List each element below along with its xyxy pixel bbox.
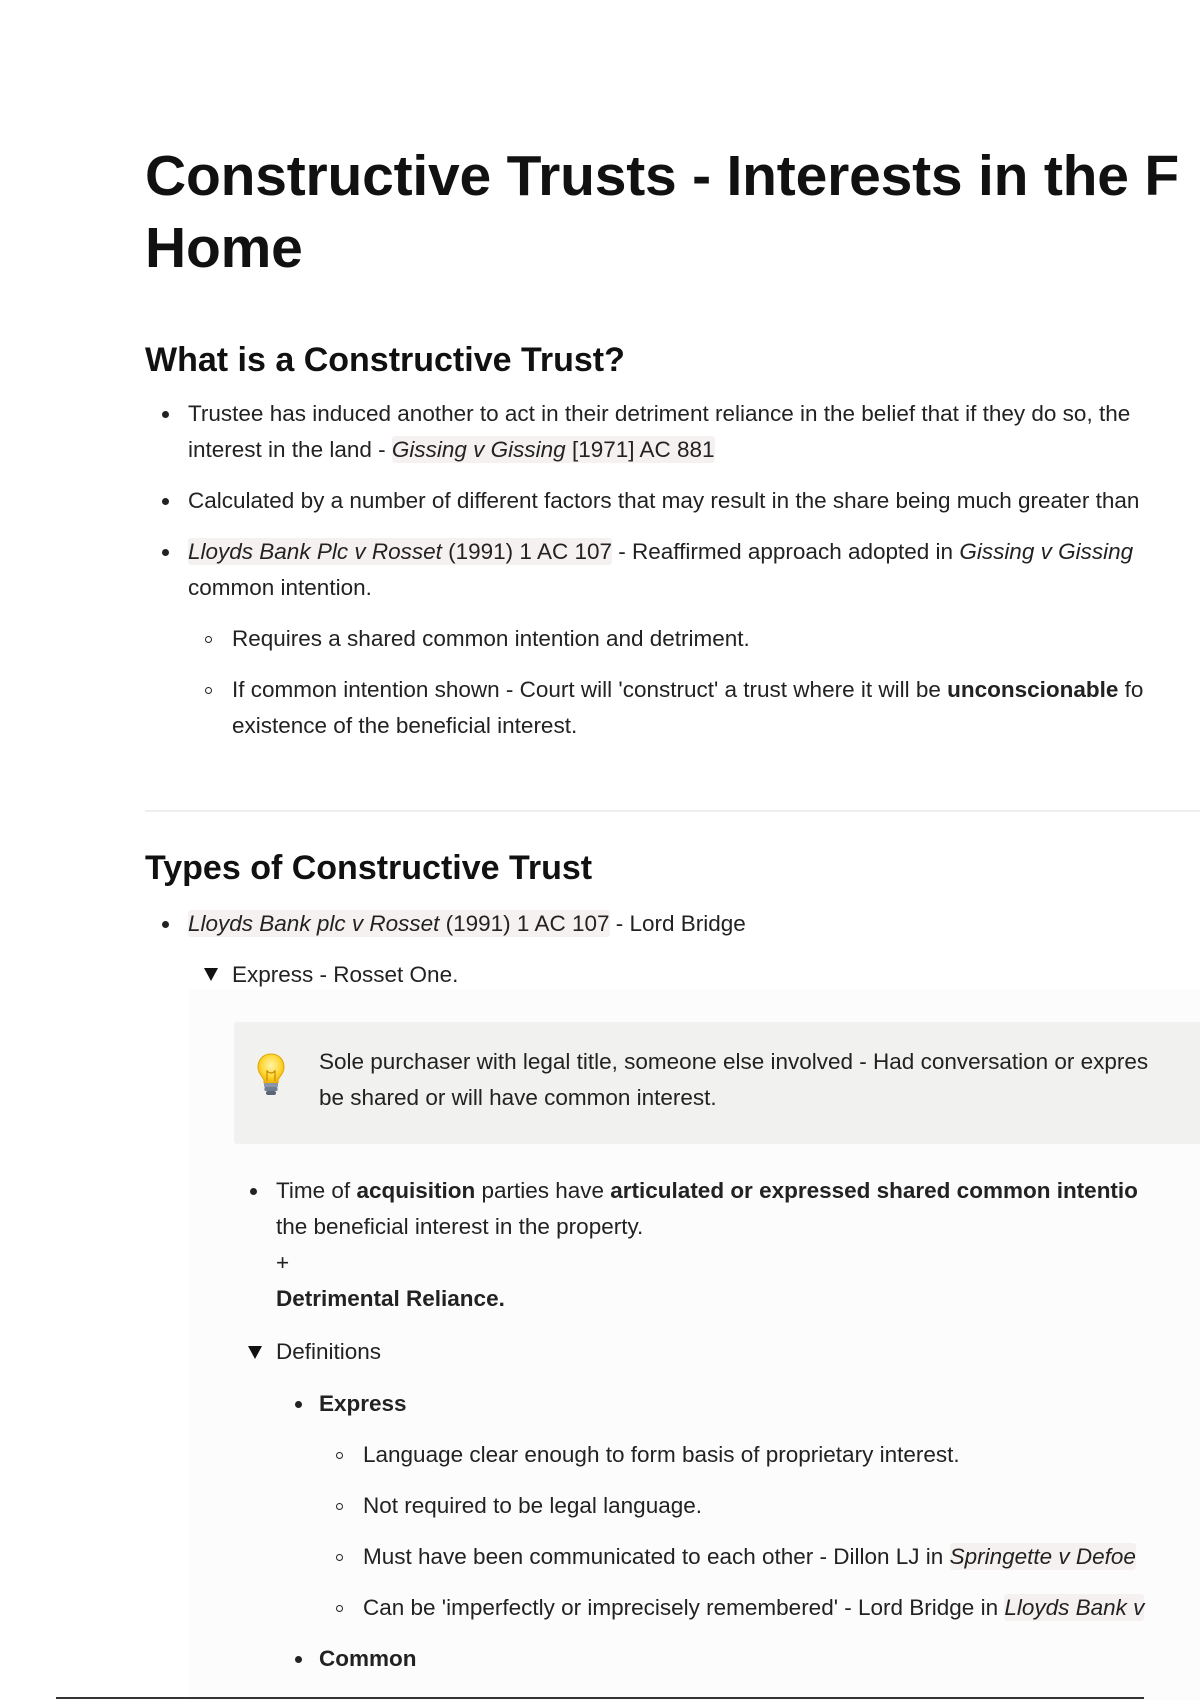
bullet-circle xyxy=(336,1605,343,1612)
case-name-2: Gissing v Gissing xyxy=(959,539,1134,564)
s2-item1-pre: Time of xyxy=(276,1178,357,1203)
toggle-definitions[interactable]: Definitions xyxy=(276,1339,382,1364)
page-title-line1: Constructive Trusts - Interests in the F xyxy=(145,144,1180,208)
s1-sub1: Requires a shared common intention and detriment. xyxy=(232,626,750,651)
express-item4-pre: Can be 'imperfectly or imprecisely remembered' - Lord Bridge in xyxy=(363,1595,1005,1620)
express-item: Language clear enough to form basis of proprietary interest. xyxy=(363,1442,960,1467)
express-item xyxy=(363,1590,1144,1626)
citation-ref: [1971] AC 881 xyxy=(565,437,715,462)
s2-bullet1 xyxy=(188,906,746,942)
s2-item1-line2: the beneficial interest in the property. xyxy=(276,1214,644,1239)
s1-sub2-pre: If common intention shown - Court will 'construct' a trust where it will be xyxy=(232,677,948,702)
s1-sub2-bold: unconscionable xyxy=(947,677,1119,702)
page-bottom-rule xyxy=(56,1697,1144,1699)
s1-bullet1-line1: Trustee has induced another to act in their detriment reliance in the belief that if they do so, the xyxy=(188,401,1131,426)
s1-sub2-line2: existence of the beneficial interest. xyxy=(232,713,578,738)
s2-item1-bold1: acquisition xyxy=(356,1178,476,1203)
s2-item1-bold2: articulated or expressed shared common intentio xyxy=(610,1178,1138,1203)
bullet-dot xyxy=(250,1188,257,1195)
bullet-dot xyxy=(295,1656,302,1663)
callout-line1: Sole purchaser with legal title, someone else involved - Had conversation or expres xyxy=(319,1049,1149,1074)
s1-sub2-post: fo xyxy=(1118,677,1144,702)
s2-item1-mid: parties have xyxy=(475,1178,611,1203)
citation-ref: (1991) 1 AC 107 xyxy=(439,911,610,936)
citation-ref: (1991) 1 AC 107 xyxy=(441,539,612,564)
bullet-dot xyxy=(162,549,169,556)
case-name: Gissing v Gissing xyxy=(391,437,566,462)
bullet-dot xyxy=(295,1401,302,1408)
case-name: Springette v Defoe xyxy=(949,1544,1136,1569)
bullet-dot xyxy=(162,921,169,928)
express-item3-pre: Must have been communicated to each other - Dillon LJ in xyxy=(363,1544,950,1569)
s1-bullet3-line1 xyxy=(188,534,1133,570)
s2-item1-line4: Detrimental Reliance. xyxy=(276,1286,505,1311)
lightbulb-icon xyxy=(257,1053,285,1097)
s1-sub2-line1 xyxy=(232,672,1143,708)
callout-box xyxy=(234,1022,1200,1144)
s2-item1-plus: + xyxy=(276,1250,290,1275)
page-title xyxy=(145,140,1179,284)
case-citation xyxy=(188,538,612,565)
common-label: Common xyxy=(319,1646,417,1671)
s1-bullet2: Calculated by a number of different factors that may result in the share being much greater than xyxy=(188,488,1140,513)
page-title-line2: Home xyxy=(145,216,303,280)
triangle-down-icon[interactable] xyxy=(248,1346,262,1359)
s1-bullet3-line2: common intention. xyxy=(188,575,372,600)
s2-item1-line1 xyxy=(276,1173,1138,1209)
express-item xyxy=(363,1539,1136,1575)
section-heading-what-is: What is a Constructive Trust? xyxy=(145,341,625,379)
bullet-circle xyxy=(336,1452,343,1459)
case-name: Lloyds Bank plc v Rosset xyxy=(188,911,440,936)
case-citation xyxy=(188,910,610,937)
case-name: Lloyds Bank Plc v Rosset xyxy=(188,539,442,564)
bullet-dot xyxy=(162,411,169,418)
bullet-circle xyxy=(336,1554,343,1561)
s2-bullet1-rest: - Lord Bridge xyxy=(609,911,746,936)
express-label: Express xyxy=(319,1391,407,1416)
bullet-circle xyxy=(336,1503,343,1510)
section-divider xyxy=(145,810,1200,812)
section-heading-types: Types of Constructive Trust xyxy=(145,849,593,887)
bullet-circle xyxy=(205,687,212,694)
case-citation xyxy=(392,436,715,463)
case-name: Lloyds Bank v xyxy=(1004,1595,1145,1620)
bullet-circle xyxy=(205,636,212,643)
callout-line2: be shared or will have common interest. xyxy=(319,1085,717,1110)
document-page xyxy=(145,0,1200,1700)
bullet-dot xyxy=(162,498,169,505)
triangle-down-icon[interactable] xyxy=(204,968,218,981)
s1-bullet1-line2 xyxy=(188,432,715,468)
express-item: Not required to be legal language. xyxy=(363,1493,702,1518)
toggle-express-rosset-one[interactable]: Express - Rosset One. xyxy=(232,962,459,987)
s1-bullet3-rest: - Reaffirmed approach adopted in xyxy=(612,539,960,564)
s1-bullet1-line2-text: interest in the land - xyxy=(188,437,392,462)
